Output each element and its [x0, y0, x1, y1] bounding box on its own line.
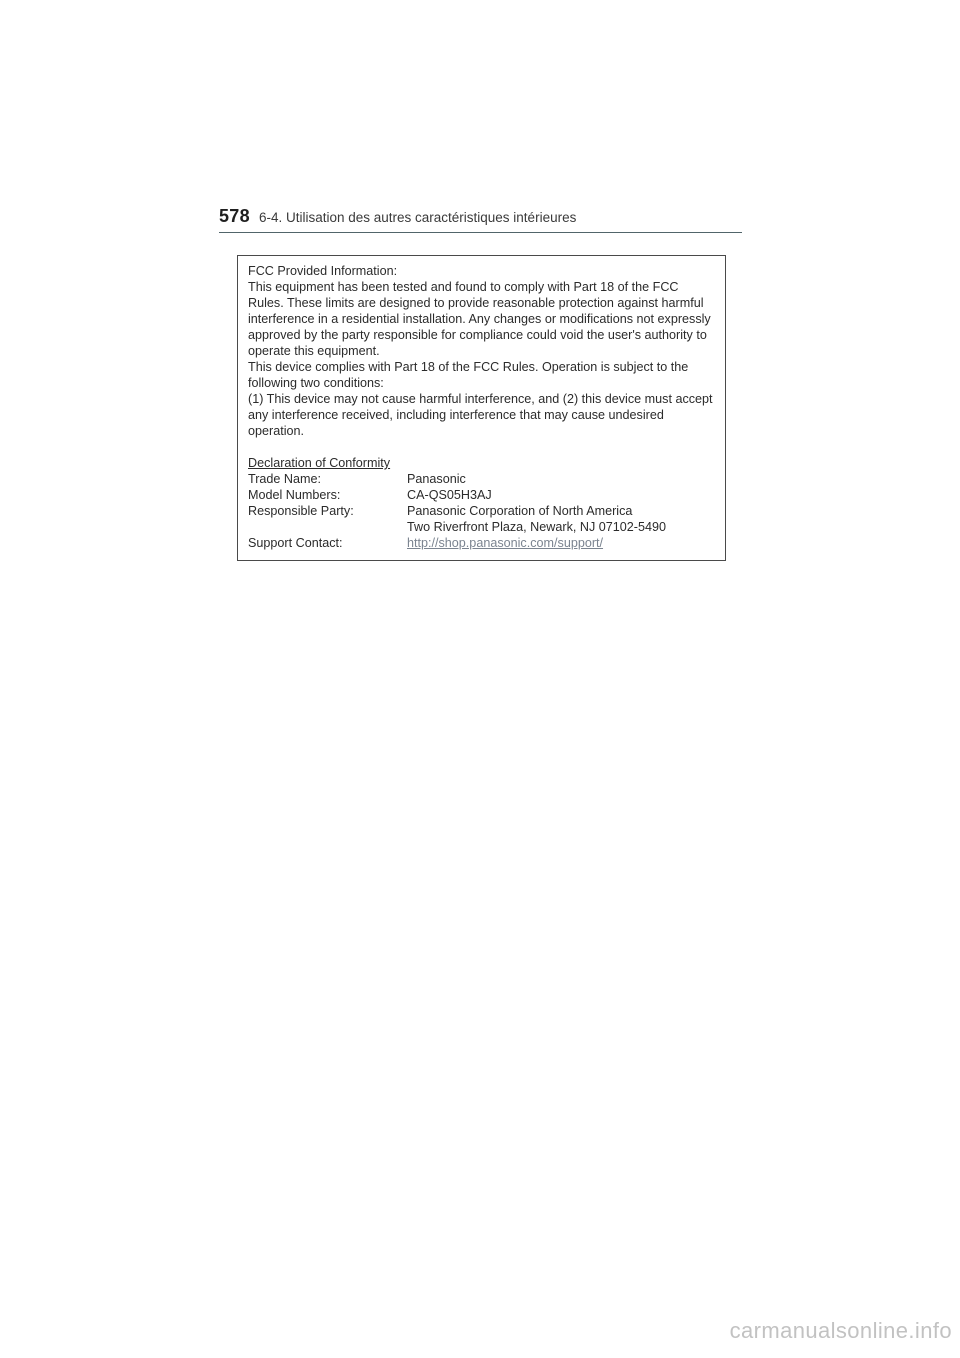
declaration-value: Panasonic: [407, 472, 466, 486]
declaration-value: Two Riverfront Plaza, Newark, NJ 07102-5490: [407, 520, 666, 534]
declaration-value: Panasonic Corporation of North America: [407, 504, 633, 518]
fcc-paragraph-3: (1) This device may not cause harmful interference, and (2) this device must accept any interference received, including interference that may cause undesired operation.: [248, 392, 713, 438]
page-number: 578: [219, 206, 250, 226]
declaration-row-trade-name: [248, 471, 715, 487]
declaration-label: Trade Name:: [248, 472, 322, 486]
declaration-row-model-numbers: [248, 487, 715, 503]
declaration-label: Model Numbers:: [248, 488, 341, 502]
declaration-row-support-contact: [248, 535, 715, 551]
page-header: [219, 206, 576, 227]
fcc-paragraph-1: This equipment has been tested and found to comply with Part 18 of the FCC Rules. These limits are designed to provide reasonable protection against harmful interference in a residential installation. Any changes or modifications not expressly approved by the party responsible for compliance could void the user's authority to operate this equipment.: [248, 280, 711, 358]
section-title: 6-4. Utilisation des autres caractéristiques intérieures: [258, 210, 577, 225]
fcc-box-title: FCC Provided Information:: [248, 264, 398, 278]
declaration-label: Responsible Party:: [248, 504, 354, 518]
header-divider: [219, 232, 742, 233]
fcc-information-box: [237, 255, 726, 561]
declaration-label: Support Contact:: [248, 536, 343, 550]
declaration-heading: Declaration of Conformity: [248, 456, 391, 470]
watermark: carmanualsonline.info: [729, 1318, 952, 1343]
support-contact-link[interactable]: http://shop.panasonic.com/support/: [407, 536, 604, 550]
declaration-value: CA-QS05H3AJ: [407, 488, 492, 502]
declaration-row-address: [248, 519, 715, 535]
declaration-row-responsible-party: [248, 503, 715, 519]
declaration-label: [248, 519, 407, 535]
fcc-paragraph-2: This device complies with Part 18 of the FCC Rules. Operation is subject to the following two conditions:: [248, 360, 689, 390]
